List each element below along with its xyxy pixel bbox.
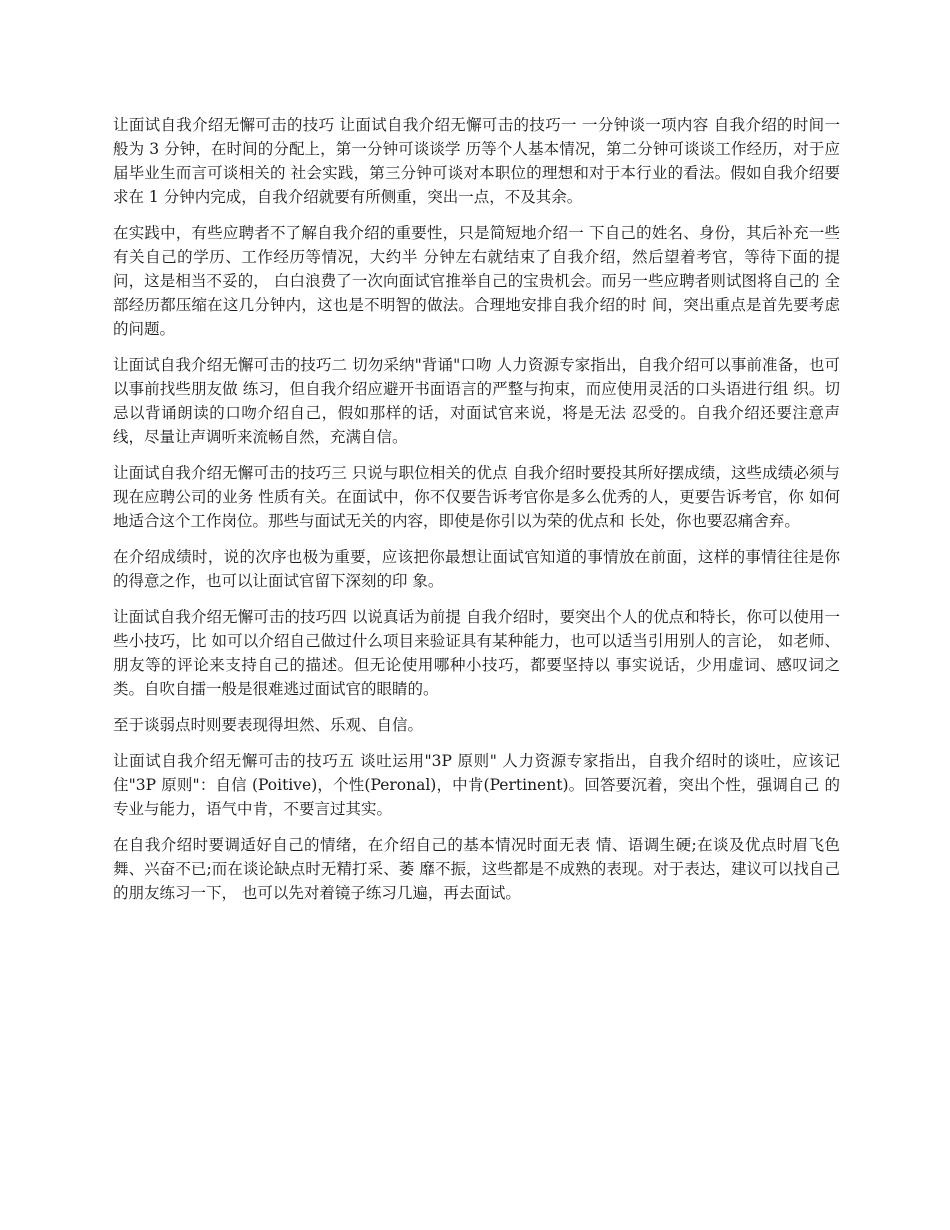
document-page (113, 113, 840, 917)
paragraph-3: 让面试自我介绍无懈可击的技巧二 切勿采纳"背诵"口吻 人力资源专家指出，自我介绍可以事前准备，也可以事前找些朋友做 练习，但自我介绍应避开书面语言的严整与拘束，而应使用灵活的口头语进行组 织。切忌以背诵朗读的口吻介绍自己，假如那样的话，对面试官来说，将是无法 忍受的。自我介绍还要注意声线，尽量让声调听来流畅自然，充满自信。 (113, 356, 840, 446)
paragraph-2: 在实践中，有些应聘者不了解自我介绍的重要性，只是简短地介绍一 下自己的姓名、身份，其后补充一些有关自己的学历、工作经历等情况，大约半 分钟左右就结束了自我介绍，然后望着考官，等待下面的提问，这是相当不妥的， 白白浪费了一次向面试官推举自己的宝贵机会。而另一些应聘者则试图将自己的 全部经历都压缩在这几分钟内，这也是不明智的做法。合理地安排自我介绍的时 间，突出重点是首先要考虑的问题。 (113, 224, 840, 338)
paragraph-7: 至于谈弱点时则要表现得坦然、乐观、自信。 (113, 716, 424, 734)
paragraph-1: 让面试自我介绍无懈可击的技巧 让面试自我介绍无懈可击的技巧一 一分钟谈一项内容 自我介绍的时间一般为 3 分钟，在时间的分配上，第一分钟可谈谈学 历等个人基本情况，第二分钟可谈谈工作经历，对于应届毕业生而言可谈相关的 社会实践，第三分钟可谈对本职位的理想和对于本行业的看法。假如自我介绍要 求在 1 分钟内完成，自我介绍就要有所侧重，突出一点，不及其余。 (113, 116, 840, 206)
paragraph-8: 让面试自我介绍无懈可击的技巧五 谈吐运用"3P 原则" 人力资源专家指出，自我介绍时的谈吐，应该记住"3P 原则"：自信 (Poitive)，个性(Peronal)，中肯(Pertinent)。回答要沉着，突出个性，强调自己 的专业与能力，语气中肯，不要言过其实。 (113, 752, 840, 818)
paragraph-4: 让面试自我介绍无懈可击的技巧三 只说与职位相关的优点 自我介绍时要投其所好摆成绩，这些成绩必须与现在应聘公司的业务 性质有关。在面试中，你不仅要告诉考官你是多么优秀的人，更要告诉考官，你 如何地适合这个工作岗位。那些与面试无关的内容，即使是你引以为荣的优点和 长处，你也要忍痛舍弃。 (113, 464, 840, 530)
paragraph-9: 在自我介绍时要调适好自己的情绪，在介绍自己的基本情况时面无表 情、语调生硬;在谈及优点时眉飞色舞、兴奋不已;而在谈论缺点时无精打采、萎 靡不振，这些都是不成熟的表现。对于表达，建议可以找自己的朋友练习一下， 也可以先对着镜子练习几遍，再去面试。 (113, 836, 840, 902)
paragraph-5: 在介绍成绩时，说的次序也极为重要，应该把你最想让面试官知道的事情放在前面，这样的事情往往是你的得意之作，也可以让面试官留下深刻的印 象。 (113, 548, 840, 590)
paragraph-6: 让面试自我介绍无懈可击的技巧四 以说真话为前提 自我介绍时，要突出个人的优点和特长，你可以使用一些小技巧，比 如可以介绍自己做过什么项目来验证具有某种能力，也可以适当引用别人的言论， 如老师、朋友等的评论来支持自己的描述。但无论使用哪种小技巧，都要坚持以 事实说话，少用虚词、感叹词之类。自吹自擂一般是很难逃过面试官的眼睛的。 (113, 608, 840, 698)
